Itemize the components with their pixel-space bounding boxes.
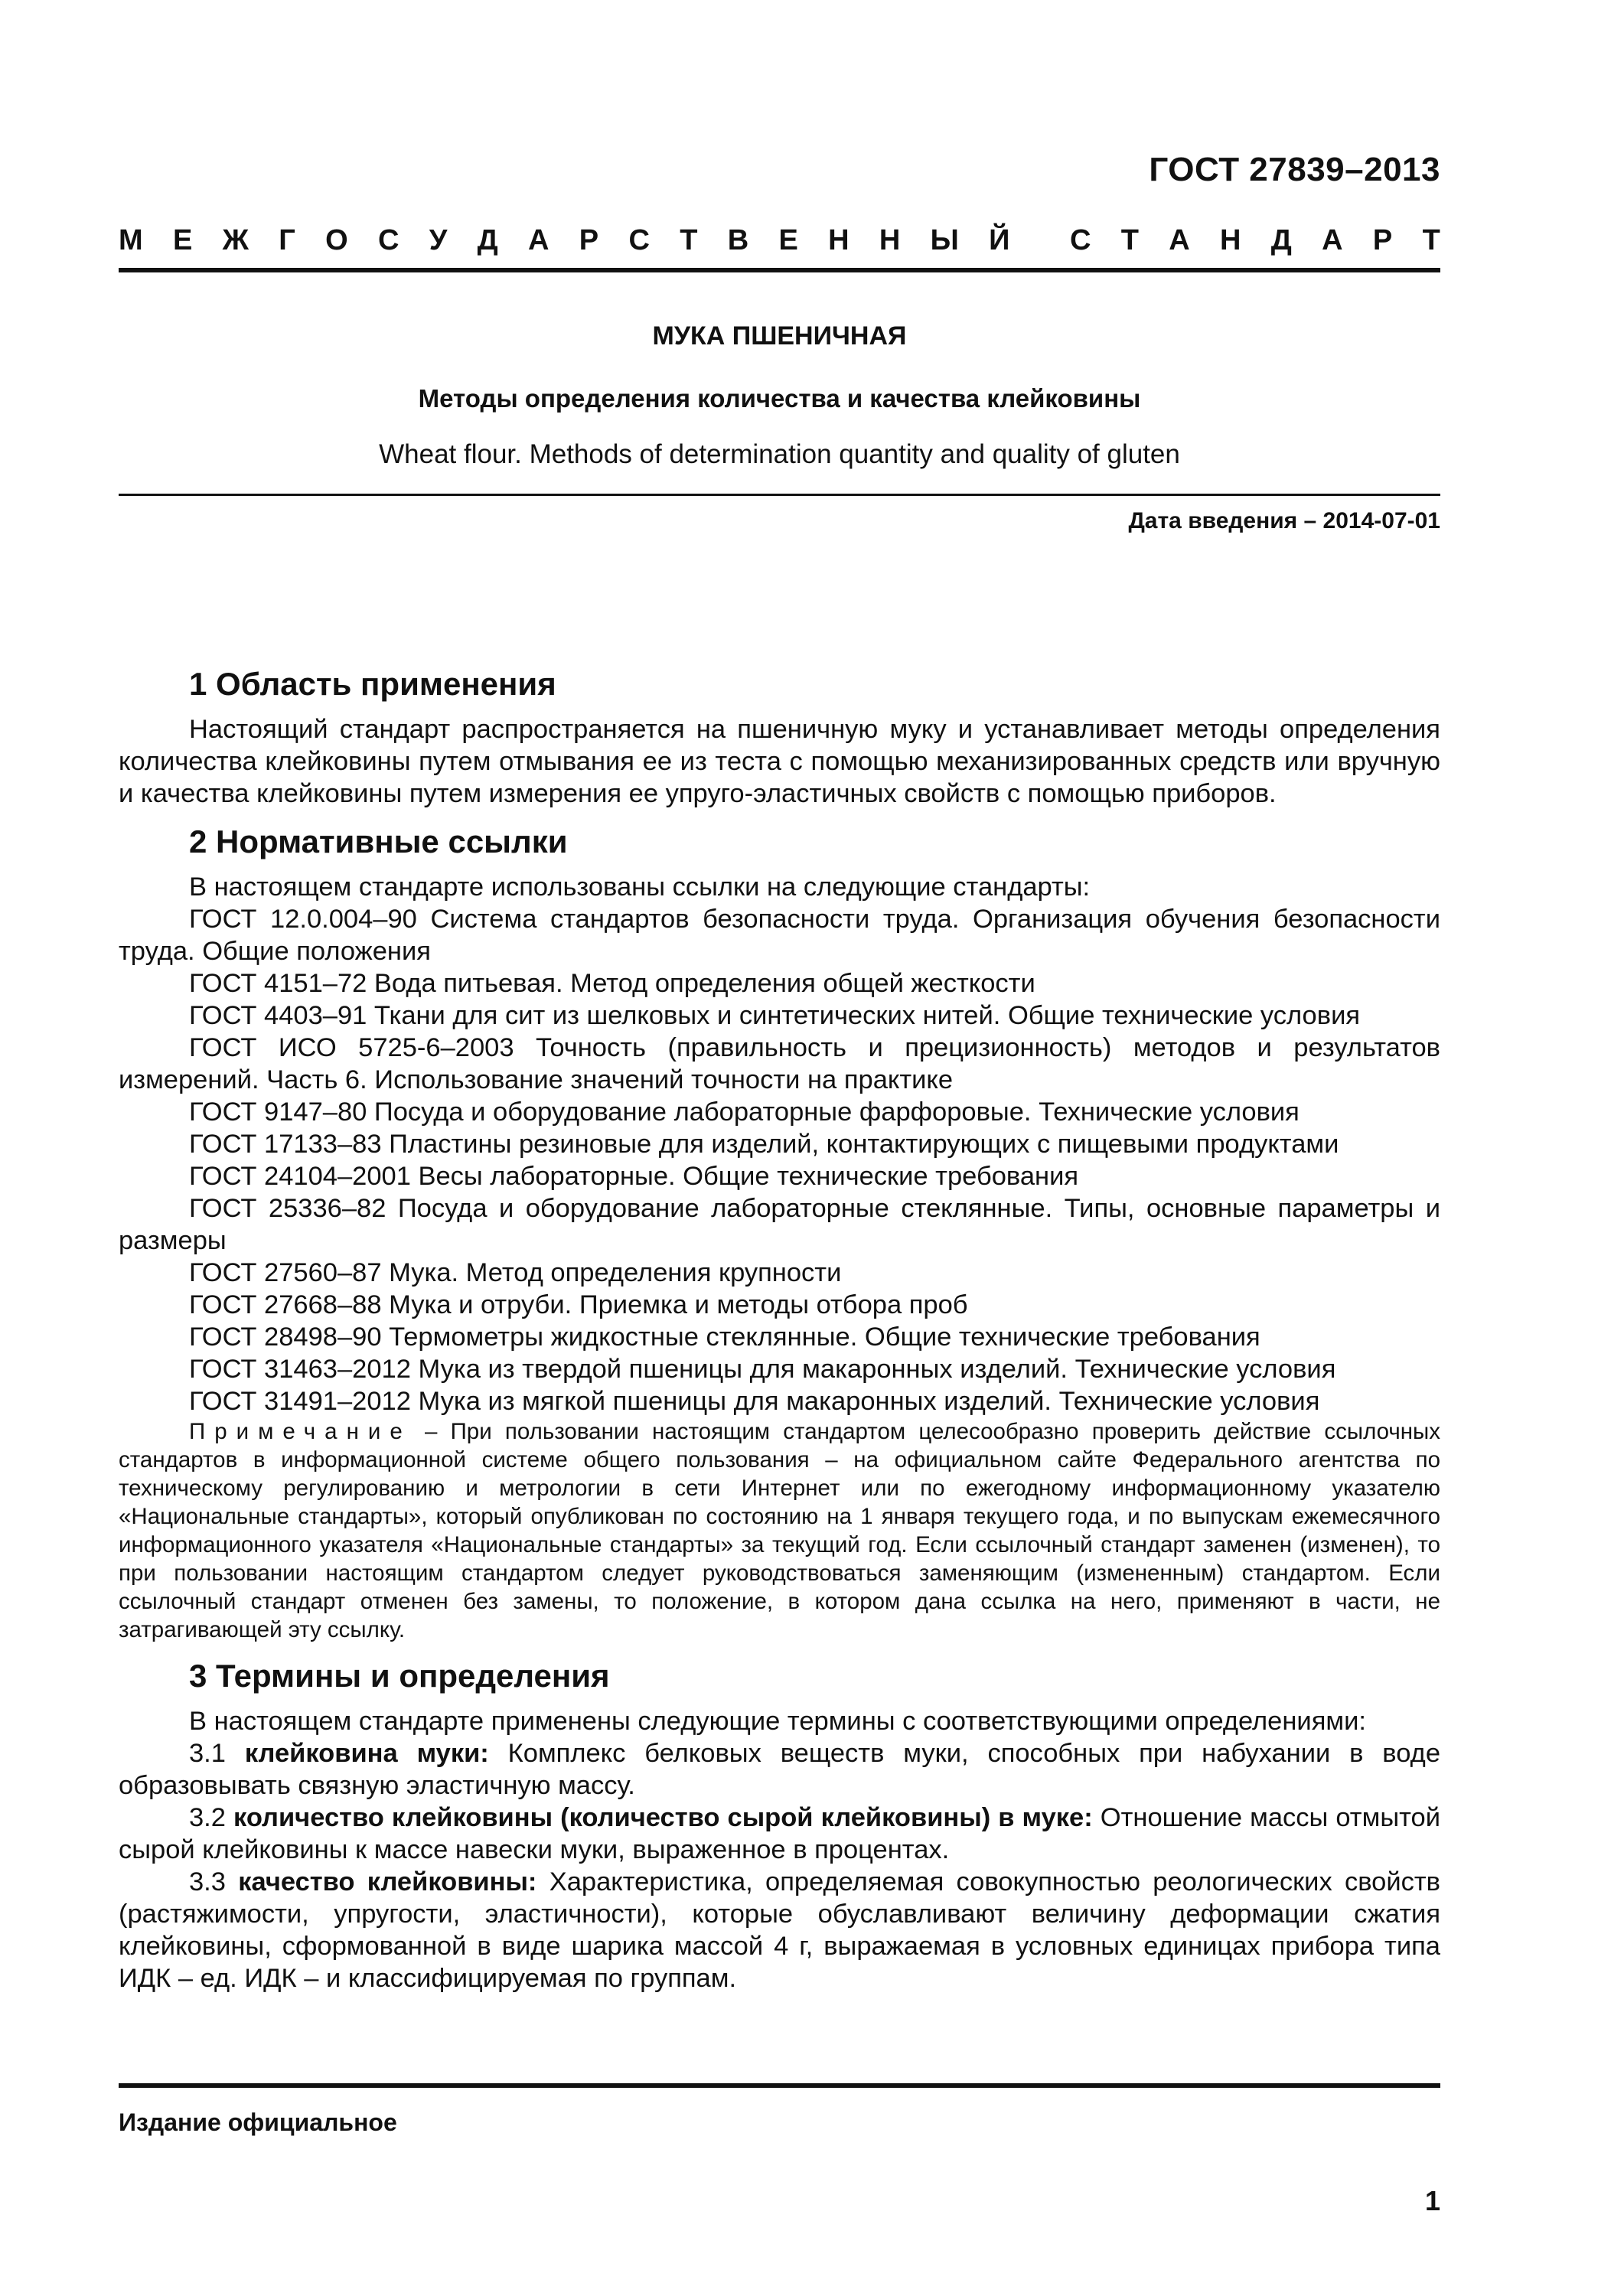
standard-type-letter: Р [1372,224,1393,256]
section-spacer [119,1644,1440,1655]
section-3-heading: 3 Термины и определения [189,1658,610,1694]
standard-type-letter: Т [680,224,698,256]
document-subtitle: Методы определения количества и качества клейковины [418,384,1141,413]
standard-type-letter: Н [828,224,850,256]
section-2-heading: 2 Нормативные ссылки [189,823,568,859]
term-name: качество клейковины: [238,1867,537,1896]
reference-item: ГОСТ 31463–2012 Мука из твердой пшеницы для макаронных изделий. Технические условия [189,1355,1336,1384]
document-title: МУКА ПШЕНИЧНАЯ [652,321,907,351]
standard-type-letter: Г [279,224,295,256]
reference-item: ГОСТ 27668–88 Мука и отруби. Приемка и методы отбора проб [189,1290,968,1319]
standard-type-letter: А [528,224,549,256]
section-3-intro: В настоящем стандарте применены следующие термины с соответствующими определениями: [189,1707,1366,1736]
standard-type-letter: Ы [930,224,959,256]
standard-type-letter: Н [1220,224,1241,256]
standard-type-letter: Ж [222,224,249,256]
standard-type-letter: Д [477,224,498,256]
standard-type-heading [119,224,1440,257]
edition-label: Издание официальное [119,2108,397,2136]
reference-item: ГОСТ 4151–72 Вода питьевая. Метод определения общей жесткости [189,969,1035,998]
term-number: 3.1 [189,1739,245,1768]
standard-type-letter: С [377,224,399,256]
section-spacer [119,810,1440,820]
term-text: Характеристика, определяемая совокупностью реологических свойств (растяжимости, упругости, эластичности), которые обуславливают величину деформации сжатия клейковины, сформованной в виде шарика массой 4 г, выражаемая в условных единицах прибора типа ИДК – ед. ИДК – и классифицируемая по группам. [119,1867,1440,1993]
standard-type-letter: Н [879,224,901,256]
reference-item: ГОСТ 4403–91 Ткани для сит из шелковых и синтетических нитей. Общие технические условия [189,1001,1361,1030]
standard-type-letter: А [1169,224,1190,256]
section-2-intro: В настоящем стандарте использованы ссылки на следующие стандарты: [189,872,1091,902]
term-text: Комплекс белковых веществ муки, способных при набухании в воде образовывать связную эластичную массу. [119,1739,1440,1800]
standard-type-letter: А [1322,224,1343,256]
standard-type-letter: У [429,224,448,256]
standard-type-letter: Д [1270,224,1292,256]
reference-item: ГОСТ 25336–82 Посуда и оборудование лабораторные стеклянные. Типы, основные параметры и размеры [119,1194,1440,1255]
footer-divider [119,2083,1440,2088]
reference-item: ГОСТ 27560–87 Мука. Метод определения крупности [189,1258,842,1287]
term-definition [119,1802,1440,1866]
standard-type-letter: Р [579,224,599,256]
document-body [119,663,1440,1994]
standard-type-letter: Е [172,224,193,256]
standard-type-letter: С [628,224,650,256]
standard-type-letter: С [1070,224,1091,256]
term-number: 3.3 [189,1867,239,1896]
references-note [119,1417,1440,1644]
gost-number: ГОСТ 27839–2013 [1149,151,1440,188]
title-divider [119,494,1440,496]
reference-item: ГОСТ 31491–2012 Мука из мягкой пшеницы для макаронных изделий. Технические условия [189,1387,1320,1416]
standard-type-letter: Т [1120,224,1139,256]
note-label: Примечание [189,1419,412,1444]
term-number: 3.2 [189,1803,234,1832]
section-1-text: Настоящий стандарт распространяется на пшеничную муку и устанавливает методы определения количества клейковины путем отмывания ее из теста с помощью механизированных средств или вручную и качества клейковины путем измерения ее упруго-эластичных свойств с помощью приборов. [119,715,1440,808]
reference-item: ГОСТ 9147–80 Посуда и оборудование лабораторные фарфоровые. Технические условия [189,1097,1300,1127]
reference-item: ГОСТ 12.0.004–90 Система стандартов безопасности труда. Организация обучения безопасности труда. Общие положения [119,905,1440,966]
header-divider [119,268,1440,272]
standard-type-letter: В [727,224,749,256]
standard-type-letter: О [325,224,348,256]
standard-type-letter: Т [1422,224,1440,256]
document-title-english: Wheat flour. Methods of determination quantity and quality of gluten [379,439,1180,469]
term-definition [119,1737,1440,1802]
standard-type-letter: М [119,224,143,256]
reference-item: ГОСТ 24104–2001 Весы лабораторные. Общие технические требования [189,1162,1079,1191]
page-number: 1 [1424,2185,1440,2216]
term-name: клейковина муки: [244,1739,489,1768]
term-name: количество клейковины (количество сырой клейковины) в муке: [233,1803,1093,1832]
standard-type-letter: Й [989,224,1010,256]
section-1-heading: 1 Область применения [189,666,556,702]
term-text: Отношение массы отмытой сырой клейковины к массе навески муки, выраженное в процентах. [119,1803,1440,1864]
reference-item: ГОСТ ИСО 5725-6–2003 Точность (правильность и прецизионность) методов и результатов измерений. Часть 6. Использование значений точности на практике [119,1033,1440,1094]
note-text: – При пользовании настоящим стандартом целесообразно проверить действие ссылочных стандартов в информационной системе общего пользования – на официальном сайте Федерального агентства по техническому регулированию и метрологии в сети Интернет или по ежегодному информационному указателю «Национальные стандарты», который опубликован по состоянию на 1 января текущего года, и по выпускам ежемесячного информационного указателя «Национальные стандарты» за текущий год. Если ссылочный стандарт заменен (изменен), то при пользовании настоящим стандартом следует руководствоваться заменяющим (измененным) стандартом. Если ссылочный стандарт отменен без замены, то положение, в котором дана ссылка на него, применяют в части, не затрагивающей эту ссылку. [119,1419,1440,1642]
standard-type-letter: Е [778,224,798,256]
term-definition [119,1866,1440,1994]
introduction-date: Дата введения – 2014-07-01 [1128,508,1440,533]
reference-item: ГОСТ 28498–90 Термометры жидкостные стеклянные. Общие технические требования [189,1322,1260,1352]
reference-item: ГОСТ 17133–83 Пластины резиновые для изделий, контактирующих с пищевыми продуктами [189,1130,1339,1159]
